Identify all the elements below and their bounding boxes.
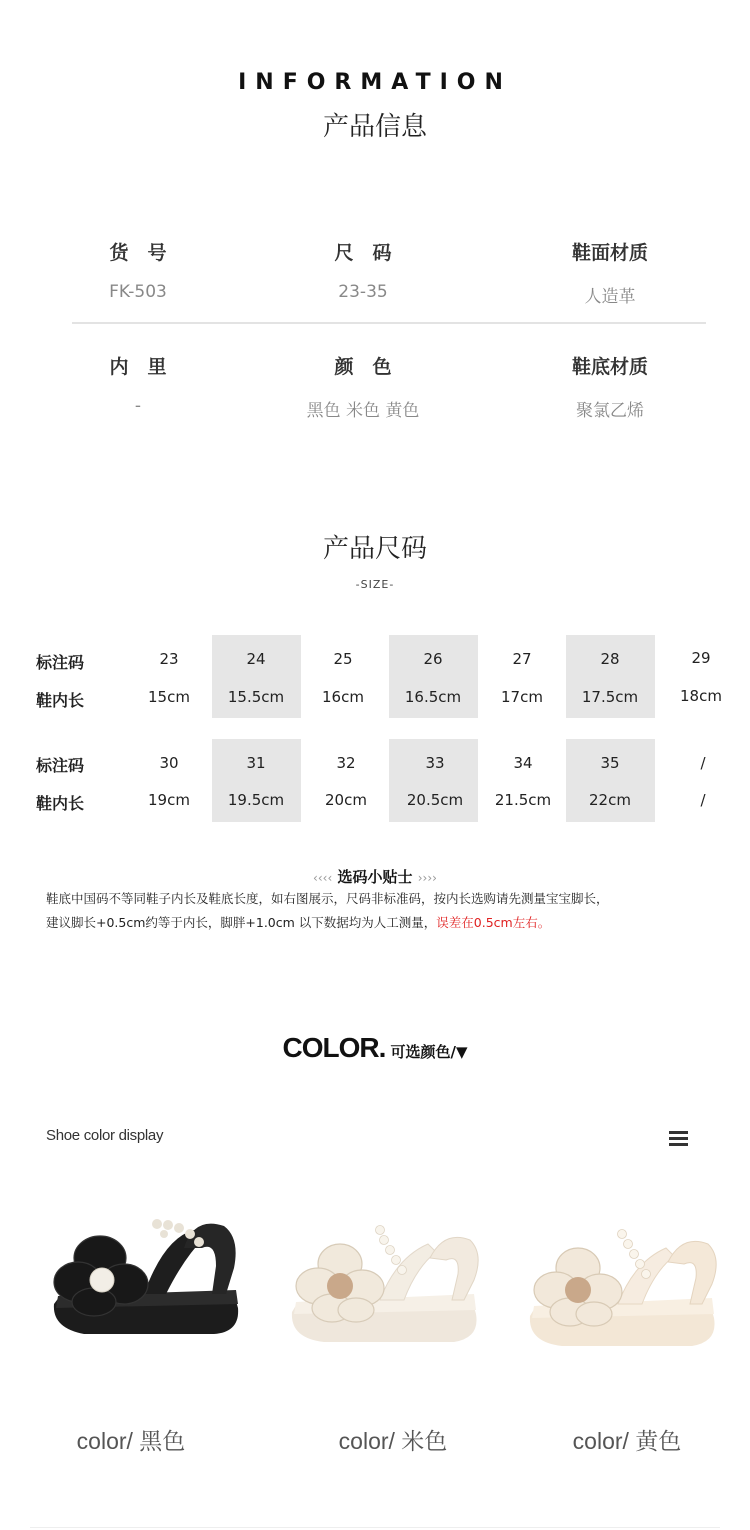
size-title-en: -SIZE- [355, 578, 395, 591]
size-length-cell: 16cm [322, 688, 364, 706]
color-heading-en: COLOR. [282, 1032, 386, 1063]
info-title-cn: 产品信息 [322, 112, 427, 142]
size-row-label-code: 标注码 [36, 653, 85, 672]
info-label-size: 尺 码 [334, 242, 392, 264]
size-code-cell: 26 [423, 650, 443, 668]
size-code-cell: 27 [512, 650, 532, 668]
size-length-cell: 18cm [680, 687, 722, 705]
size-title-cn: 产品尺码 [322, 534, 427, 564]
size-length-cell: 20.5cm [406, 791, 464, 809]
size-code-cell: 24 [246, 650, 266, 668]
info-value-sole-material: 聚氯乙烯 [576, 401, 644, 421]
size-code-cell: 33 [425, 754, 445, 772]
shoe-color-display-label: Shoe color display [46, 1127, 164, 1144]
size-code-cell: 29 [691, 649, 711, 667]
info-divider [72, 322, 706, 324]
info-label-item-no: 货 号 [109, 242, 167, 264]
tips-line-1: 鞋底中国码不等同鞋子内长及鞋底长度，如右图展示，尺码非标准码，按内长选购请先测量宝宝脚长， [46, 891, 609, 906]
size-code-cell: 34 [513, 754, 533, 772]
size-length-cell: 19cm [148, 791, 190, 809]
size-code-cell: 23 [159, 650, 179, 668]
tips-line-2-text: 建议脚长+0.5cm约等于内长，脚胖+1.0cm 以下数据均为人工测量， [46, 915, 437, 930]
size-length-cell: / [700, 791, 706, 809]
color-caption-beige: color/ 米色 [338, 1428, 448, 1454]
size-length-cell: 20cm [325, 791, 367, 809]
info-value-color: 黑色 米色 黄色 [306, 401, 420, 421]
size-row-label-length: 鞋内长 [36, 691, 85, 710]
info-value-size: 23-35 [338, 282, 388, 302]
size-code-cell: / [700, 754, 706, 772]
shoe-yellow-image [522, 1218, 722, 1378]
tips-title-text: 选码小贴士 [337, 868, 413, 886]
size-code-cell: 25 [333, 650, 353, 668]
size-length-cell: 15cm [148, 688, 190, 706]
shoe-black-image [44, 1208, 244, 1368]
size-row-label-length: 鞋内长 [36, 794, 85, 813]
tips-arrow-right: ›››› [417, 871, 437, 885]
info-label-upper-material: 鞋面材质 [571, 242, 648, 264]
color-heading [0, 1032, 750, 1064]
menu-icon[interactable] [669, 1131, 688, 1146]
size-length-cell: 17cm [501, 688, 543, 706]
size-length-cell: 22cm [589, 791, 631, 809]
size-column-shade [566, 739, 655, 822]
size-code-cell: 30 [159, 754, 179, 772]
shoe-beige-image [284, 1214, 484, 1374]
size-length-cell: 17.5cm [581, 688, 639, 706]
info-label-sole-material: 鞋底材质 [571, 356, 648, 378]
color-caption-black: color/ 黑色 [76, 1428, 186, 1454]
tips-title [0, 866, 750, 887]
bottom-divider [30, 1527, 720, 1528]
info-value-upper-material: 人造革 [584, 287, 636, 307]
tips-line-2 [46, 913, 550, 931]
size-code-cell: 31 [246, 754, 266, 772]
size-code-cell: 35 [600, 754, 620, 772]
info-label-color: 颜 色 [334, 356, 392, 378]
info-title-en: INFORMATION [238, 70, 512, 95]
size-row-label-code: 标注码 [36, 756, 85, 775]
info-value-lining: - [134, 396, 142, 416]
info-label-lining: 内 里 [109, 356, 167, 378]
size-column-shade [389, 739, 478, 822]
tips-line-2-warning: 误差在0.5cm左右。 [436, 915, 551, 930]
size-length-cell: 21.5cm [494, 791, 552, 809]
color-heading-cn: 可选颜色/▼ [390, 1043, 468, 1061]
size-length-cell: 16.5cm [404, 688, 462, 706]
size-code-cell: 28 [600, 650, 620, 668]
color-caption-yellow: color/ 黄色 [572, 1428, 682, 1454]
size-length-cell: 19.5cm [227, 791, 285, 809]
size-code-cell: 32 [336, 754, 356, 772]
size-length-cell: 15.5cm [227, 688, 285, 706]
tips-arrow-left: ‹‹‹‹ [313, 871, 333, 885]
size-column-shade [212, 739, 301, 822]
info-value-item-no: FK-503 [109, 282, 167, 302]
